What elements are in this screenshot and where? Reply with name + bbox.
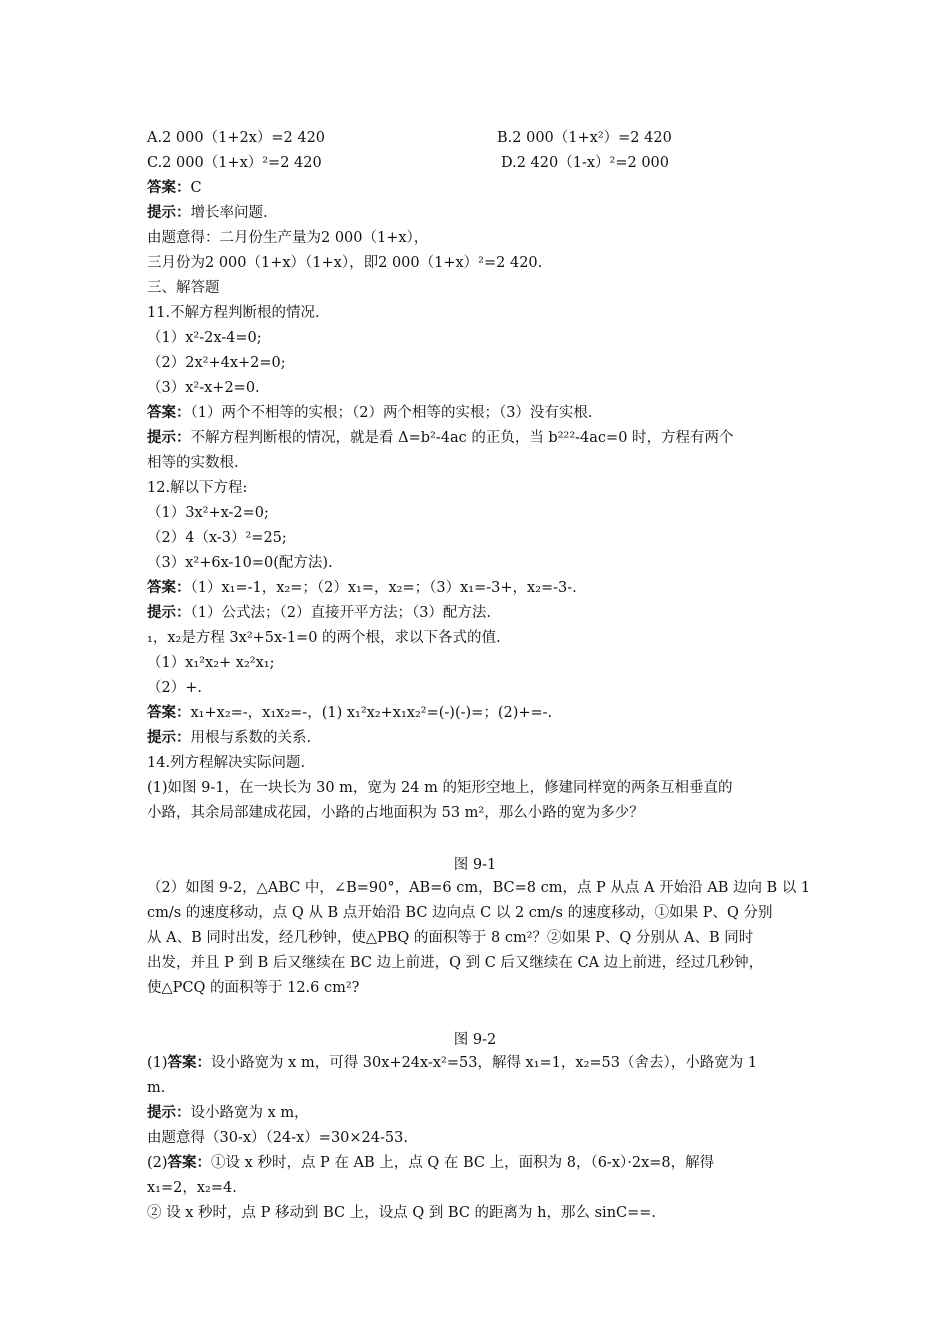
section-heading: 三、解答题 xyxy=(147,280,220,296)
hint-label: 提示： xyxy=(147,429,191,446)
q14-answer-2-cont: x₁=2，x₂=4. xyxy=(147,1180,237,1196)
q14-problem-2-line-4: 出发，并且 P 到 B 后又继续在 BC 边上前进，Q 到 C 后又继续在 CA 边上前进，经过几秒钟， xyxy=(147,955,764,971)
q12-part-1: （1）3x²+x-2=0; xyxy=(147,505,269,521)
answer-label: 答案： xyxy=(147,579,191,596)
q14-problem-2-line-5: 使△PCQ 的面积等于 12.6 cm²? xyxy=(147,980,360,996)
q11-part-3: （3）x²-x+2=0. xyxy=(147,380,260,396)
q11-answer: （1）两个不相等的实根；（2）两个相等的实根；（3）没有实根. xyxy=(190,405,593,421)
answer-label: 答案： xyxy=(147,704,191,721)
q10-explain-2: 三月份为2 000（1+x）（1+x），即2 000（1+x）²=2 420. xyxy=(147,255,543,271)
q10-answer: C xyxy=(190,180,202,196)
q11-part-2: （2）2x²+4x+2=0; xyxy=(147,355,286,371)
q11-part-1: （1）x²-2x-4=0; xyxy=(147,330,262,346)
q14-hint-1-cont: 由题意得（30-x）（24-x）=30×24-53. xyxy=(147,1130,408,1146)
q12-answer: （1）x₁=-1，x₂=；（2）x₁=，x₂=；（3）x₁=-3+，x₂=-3-. xyxy=(190,580,577,596)
q10-hint: 增长率问题. xyxy=(190,205,268,221)
q13-title: ₁，x₂是方程 3x²+5x-1=0 的两个根，求以下各式的值. xyxy=(147,630,501,646)
answer-prefix: (1) xyxy=(147,1055,168,1071)
q11-hint: 不解方程判断根的情况，就是看 Δ=b²-4ac 的正负，当 b²²²-4ac=0 时，方程有两个 xyxy=(190,430,734,446)
hint-label: 提示： xyxy=(147,729,191,746)
figure-9-1-caption: 图 9-1 xyxy=(453,857,497,873)
q13-hint-line xyxy=(147,728,311,748)
q11-hint-cont: 相等的实数根. xyxy=(147,455,239,471)
q14-problem-2-line-2: cm/s 的速度移动，点 Q 从 B 点开始沿 BC 边向点 C 以 2 cm/s 的速度移动，①如果 P、Q 分别 xyxy=(147,905,773,921)
q12-answer-line xyxy=(147,578,577,598)
q12-part-2: （2）4（x-3）²=25; xyxy=(147,530,287,546)
choice-c: C.2 000（1+x）²=2 420 xyxy=(147,155,322,171)
figure-9-2-caption: 图 9-2 xyxy=(453,1032,497,1048)
hint-label: 提示： xyxy=(147,1104,191,1121)
q11-answer-line xyxy=(147,403,593,423)
choice-d: D.2 420（1-x）²=2 000 xyxy=(501,155,670,171)
q14-answer-2: ①设 x 秒时，点 P 在 AB 上，点 Q 在 BC 上，面积为 8，（6-x）·2x=8，解得 xyxy=(211,1155,715,1171)
q14-answer-1-line xyxy=(147,1053,757,1073)
q14-title: 14.列方程解决实际问题. xyxy=(147,755,306,771)
q12-title: 12.解以下方程: xyxy=(147,480,248,496)
q14-answer-1-cont: m. xyxy=(147,1080,166,1096)
q14-problem-2-line-3: 从 A、B 同时出发，经几秒钟，使△PBQ 的面积等于 8 cm²？②如果 P、Q 分别从 A、B 同时 xyxy=(147,930,754,946)
q11-hint-line xyxy=(147,428,734,448)
q13-answer: x₁+x₂=-，x₁x₂=-，(1) x₁²x₂+x₁x₂²=(-)(-)=；(2)+=-. xyxy=(190,705,553,721)
q14-problem-1-line-2: 小路，其余局部建成花园，小路的占地面积为 53 m²，那么小路的宽为多少？ xyxy=(147,805,644,821)
answer-label: 答案： xyxy=(147,179,191,196)
q14-answer-1: 设小路宽为 x m，可得 30x+24x-x²=53，解得 x₁=1，x₂=53（舍去），小路宽为 1 xyxy=(211,1055,758,1071)
choice-b: B.2 000（1+x²）=2 420 xyxy=(497,130,672,146)
q14-answer-2-part-2: ② 设 x 秒时，点 P 移动到 BC 上，设点 Q 到 BC 的距离为 h，那么 sinC==. xyxy=(147,1205,657,1221)
q13-answer-line xyxy=(147,703,552,723)
q10-explain-1: 由题意得：二月份生产量为2 000（1+x）， xyxy=(147,230,429,246)
q10-hint-line xyxy=(147,203,268,223)
q13-hint: 用根与系数的关系. xyxy=(190,730,312,746)
q10-answer-line xyxy=(147,178,202,198)
hint-label: 提示： xyxy=(147,604,191,621)
hint-label: 提示： xyxy=(147,204,191,221)
q12-hint: （1）公式法；（2）直接开平方法；（3）配方法. xyxy=(190,605,492,621)
answer-label: 答案： xyxy=(167,1154,212,1171)
answer-label: 答案： xyxy=(147,404,191,421)
q13-part-1: （1）x₁²x₂+ x₂²x₁; xyxy=(147,655,275,671)
q14-problem-1-line-1: (1)如图 9-1，在一块长为 30 m，宽为 24 m 的矩形空地上，修建同样宽的两条互相垂直的 xyxy=(147,780,733,796)
q11-title: 11.不解方程判断根的情况. xyxy=(147,305,320,321)
q13-part-2: （2）+. xyxy=(147,680,202,696)
choice-a: A.2 000（1+2x）=2 420 xyxy=(147,130,326,146)
q14-problem-2-line-1: （2）如图 9-2，△ABC 中，∠B=90°，AB=6 cm，BC=8 cm，点 P 从点 A 开始沿 AB 边向 B 以 1 xyxy=(147,880,811,896)
q14-answer-2-line xyxy=(147,1153,714,1173)
answer-label: 答案： xyxy=(167,1054,212,1071)
q12-part-3: （3）x²+6x-10=0(配方法). xyxy=(147,555,333,571)
q14-hint-1: 设小路宽为 x m， xyxy=(190,1105,309,1121)
q12-hint-line xyxy=(147,603,491,623)
answer-prefix: (2) xyxy=(147,1155,168,1171)
q14-hint-1-line xyxy=(147,1103,309,1123)
